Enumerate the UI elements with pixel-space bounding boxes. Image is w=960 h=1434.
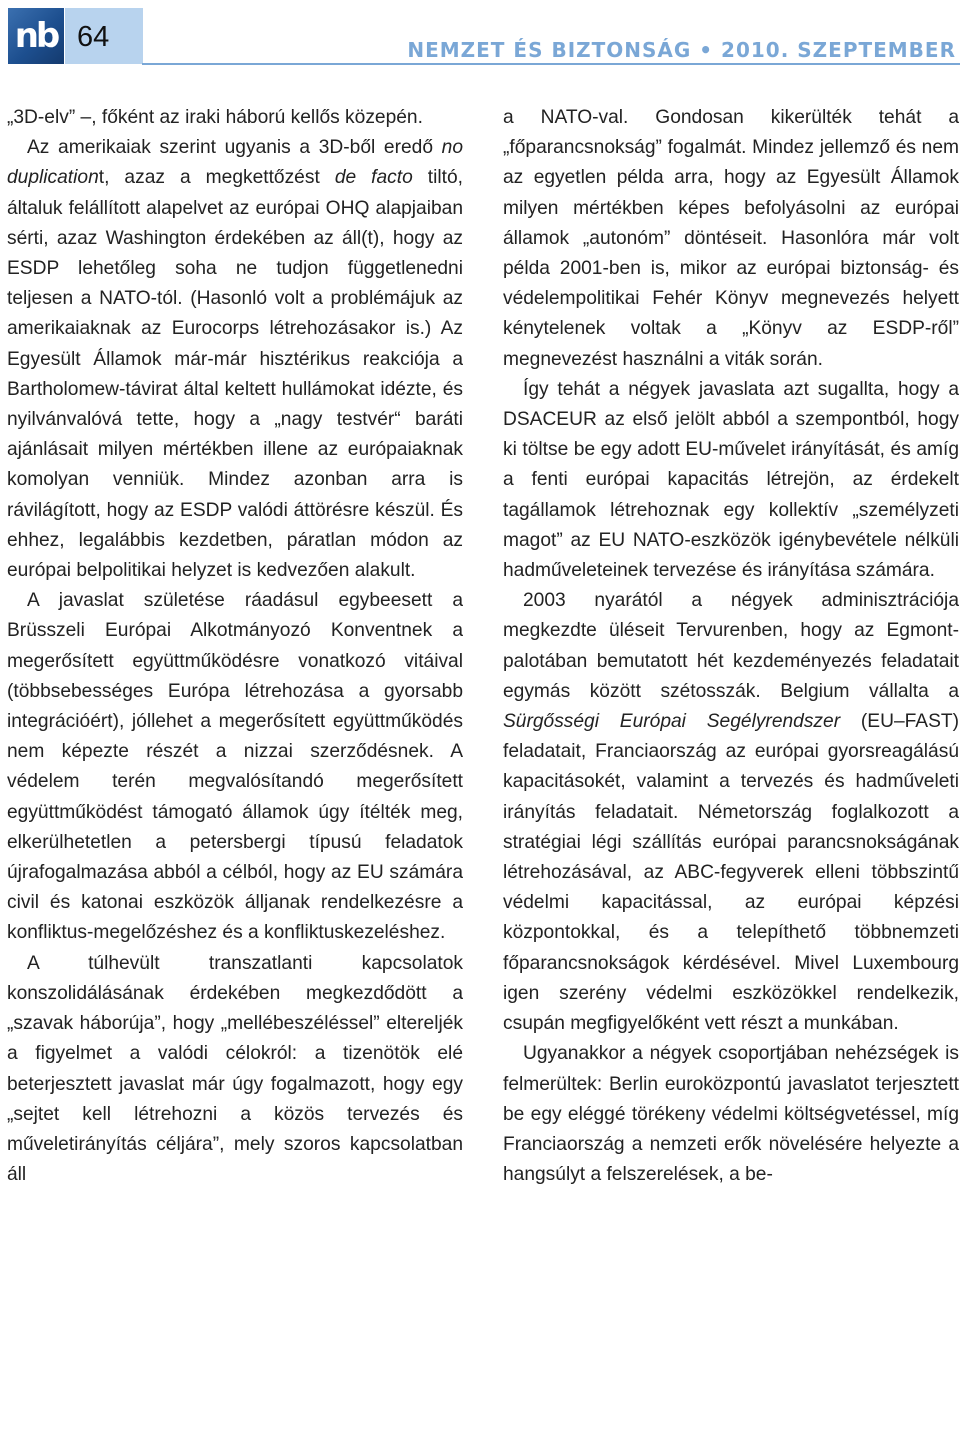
paragraph: Ugyanakkor a négyek csoportjában nehézségek is felmerültek: Berlin euroközpontú javaslatot terjesztett be egy eléggé törékeny védelmi költségvetéssel, míg Franciaország a nemzeti erők növelésére helyezte a hangsúlyt a felszerelések, a be-: [503, 1043, 959, 1186]
paragraph: [7, 133, 463, 586]
paragraph: „3D-elv” –, főként az iraki háború kellős közepén.: [7, 107, 423, 128]
paragraph: a NATO-val. Gondosan kikerülték tehát a „főparancsnokság” fogalmát. Mindez jellemző és nem az egyetlen példa arra, hogy az Egyesült Államok milyen mértékben képes befolyásolni az európai államok „autonóm” döntéseit. Hasonlóra már volt példa 2001-ben is, mikor az európai biztonság- és védelempolitikai Fehér Könyv megnevezés helyett kénytelenek voltak a „Könyv az ESDP-ről” megnevezést használni a viták során.: [503, 107, 959, 370]
text-run: tiltó, általuk felállított alapelvet az európai OHQ alapjaiban sérti, azaz Washington érdekében az áll(t), hogy az ESDP lehetőleg soha ne tudjon függetlenedni teljesen a NATO-tól. (Hasonló volt a problémájuk az amerikaiaknak az Eurocorps létrehozásakor is.) Az Egyesült Államok már-már hisztérikus reakciója a Bartholomew-távirat által keltett hullámokat idézte, és nyilvánvalóvá tette, hogy a „nagy testvér“ baráti ajánlásait milyen mértékben illene az európaiaknak komolyan venniük. Mindez azonban arra is rávilágított, hogy az ESDP valódi áttörésre készül. És ehhez, legalábbis kezdetben, páratlan módon az európai belpolitikai helyzet is kedvezően alakult.: [7, 167, 463, 582]
left-column: [7, 103, 463, 1434]
header-rule: [142, 63, 960, 65]
page-number-box: [64, 8, 143, 64]
text-run: 2003 nyarától a négyek adminisztrációja megkezdte üléseit Tervurenben, hogy az Egmont-palotában bemutatott hét kezdeményezés feladatait egymás között szétosszák. Belgium vállalta a: [503, 590, 959, 702]
page-header: [0, 0, 960, 70]
paragraph: [503, 586, 959, 1039]
italic-term: de facto: [334, 167, 413, 189]
journal-logo: nb: [8, 8, 64, 64]
publication-title: NEMZET ÉS BIZTONSÁG • 2010. SZEPTEMBER: [407, 38, 956, 62]
italic-term: no duplication: [7, 137, 463, 189]
text-run: t, azaz a megkettőzést: [98, 167, 335, 189]
right-column: [503, 103, 959, 1434]
paragraph: A javaslat születése ráadásul egybeesett a Brüsszeli Európai Alkotmányozó Konventnek a megerősített együttműködésre vonatkozó vitáival (többsebességes Európa létrehozása a gyorsabb integrációért), jóllehet a megerősített együttműködés nem képezte részét a nizzai szerződésnek. A védelem terén megvalósítandó megerősített együttműködést támogató államok úgy ítélték meg, elkerülhetetlen a petersbergi típusú feladatok újrafogalmazása abból a célból, hogy az EU számára civil és katonai eszközök álljanak rendelkezésre a konfliktus-megelőzéshez és a konfliktuskezeléshez.: [7, 590, 463, 944]
paragraph: A túlhevült transzatlanti kapcsolatok konszolidálásának érdekében megkezdődött a „szavak háborúja”, hogy „mellébeszéléssel” eltereljék a figyelmet a valódi célokról: a tizenötök elé beterjesztett javaslat már úgy fogalmazott, hogy egy „sejtet kell létrehozni a közös tervezés és műveletirányítás céljára”, mely szoros kapcsolatban áll: [7, 952, 463, 1186]
text-run: (EU–FAST) feladatait, Franciaország az európai gyorsreagálású kapacitásokét, valamint a tervezés és hadműveleti irányítás feladatait. Németország foglalkozott a stratégiai légi szállítás európai parancsnokságának létrehozásával, az ABC-fegyverek elleni többszintű védelmi kapacitással, az európai képzési központokkal, és a telepíthető többnemzeti főparancsnokságok kérdésével. Mivel Luxembourg igen szerény védelmi eszközökkel rendelkezik, csupán megfigyelőként vett részt a munkában.: [503, 711, 959, 1035]
text-run: Az amerikaiak szerint ugyanis a 3D-ből eredő: [27, 137, 442, 159]
italic-term: Sürgősségi Európai Segélyrendszer: [503, 711, 841, 733]
paragraph: Így tehát a négyek javaslata azt sugallta, hogy a DSACEUR az első jelölt abból a szempontból, hogy ki töltse be egy adott EU-művelet irányítását, és amíg a fenti európai kapacitás létrejön, az érdekelt tagállamok létrehoznak egy kollektív „személyzeti magot” az EU NATO-eszközök igénybevétele nélküli hadműveleteinek tervezése és irányítása számára.: [503, 378, 959, 582]
page-number: 64: [77, 21, 110, 53]
